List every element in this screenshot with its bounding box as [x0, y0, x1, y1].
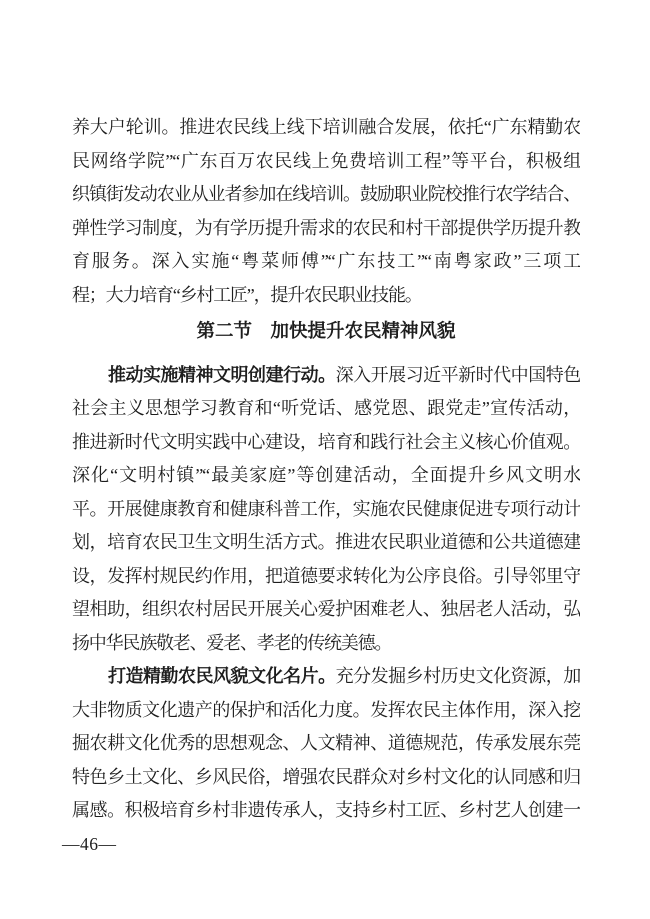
page-footer	[62, 834, 117, 855]
body-line: 平。开展健康教育和健康科普工作，实施农民健康促进专项行动计	[72, 498, 580, 519]
body-line: 育服务。深入实施“粤菜师傅”“广东技工”“南粤家政”三项工	[72, 251, 580, 271]
body-line: 划，培育农民卫生文明生活方式。推进农民职业道德和公共道德建	[72, 532, 580, 552]
body-line: 扬中华民族敬老、爱老、孝老的传统美德。	[72, 632, 392, 653]
body-line: 深化“文明村镇”“最美家庭”等创建活动，全面提升乡风文明水	[72, 465, 580, 485]
body-line: 属感。积极培育乡村非遗传承人，支持乡村工匠、乡村艺人创建一	[72, 800, 580, 820]
body-line: 程；大力培育“乡村工匠”，提升农民职业技能。	[72, 284, 422, 305]
body-line: 大非物质文化遗产的保护和活化力度。发挥农民主体作用，深入挖	[72, 699, 580, 720]
body-line: 特色乡土文化、乡风民俗，增强农民群众对乡村文化的认同感和归	[72, 766, 580, 787]
body-line: 社会主义思想学习教育和“听党话、感党恩、跟党走”宣传活动，	[72, 398, 580, 418]
body-line-text: 充分发掘乡村历史文化资源，加	[335, 666, 580, 686]
section-heading: 第二节 加快提升农民精神风貌	[196, 322, 456, 342]
document-body	[72, 111, 580, 828]
page-number: —46—	[62, 834, 117, 854]
body-line: 掘农耕文化优秀的思想观念、人文精神、道德规范，传承发展东莞	[72, 733, 580, 753]
body-line-text: 深入开展习近平新时代中国特色	[335, 364, 580, 385]
paragraph-bold-lead: 推动实施精神文明创建行动。	[108, 364, 336, 385]
body-line: 民网络学院”“广东百万农民线上免费培训工程”等平台，积极组	[72, 150, 580, 171]
body-line: 设，发挥村规民约作用，把道德要求转化为公序良俗。引导邻里守	[72, 565, 580, 586]
body-line: 推进新时代文明实践中心建设，培育和践行社会主义核心价值观。	[72, 431, 580, 452]
body-line: 养大户轮训。推进农民线上线下培训融合发展，依托“广东精勤农	[72, 117, 580, 137]
body-line	[72, 660, 580, 694]
body-line: 望相助，组织农村居民开展关心爱护困难老人、独居老人活动，弘	[72, 599, 580, 619]
body-line	[72, 359, 580, 393]
paragraph-bold-lead: 打造精勤农民风貌文化名片。	[108, 666, 336, 686]
body-line: 弹性学习制度，为有学历提升需求的农民和村干部提供学历提升教	[72, 217, 580, 238]
body-line: 织镇街发动农业从业者参加在线培训。鼓励职业院校推行农学结合、	[72, 184, 580, 204]
